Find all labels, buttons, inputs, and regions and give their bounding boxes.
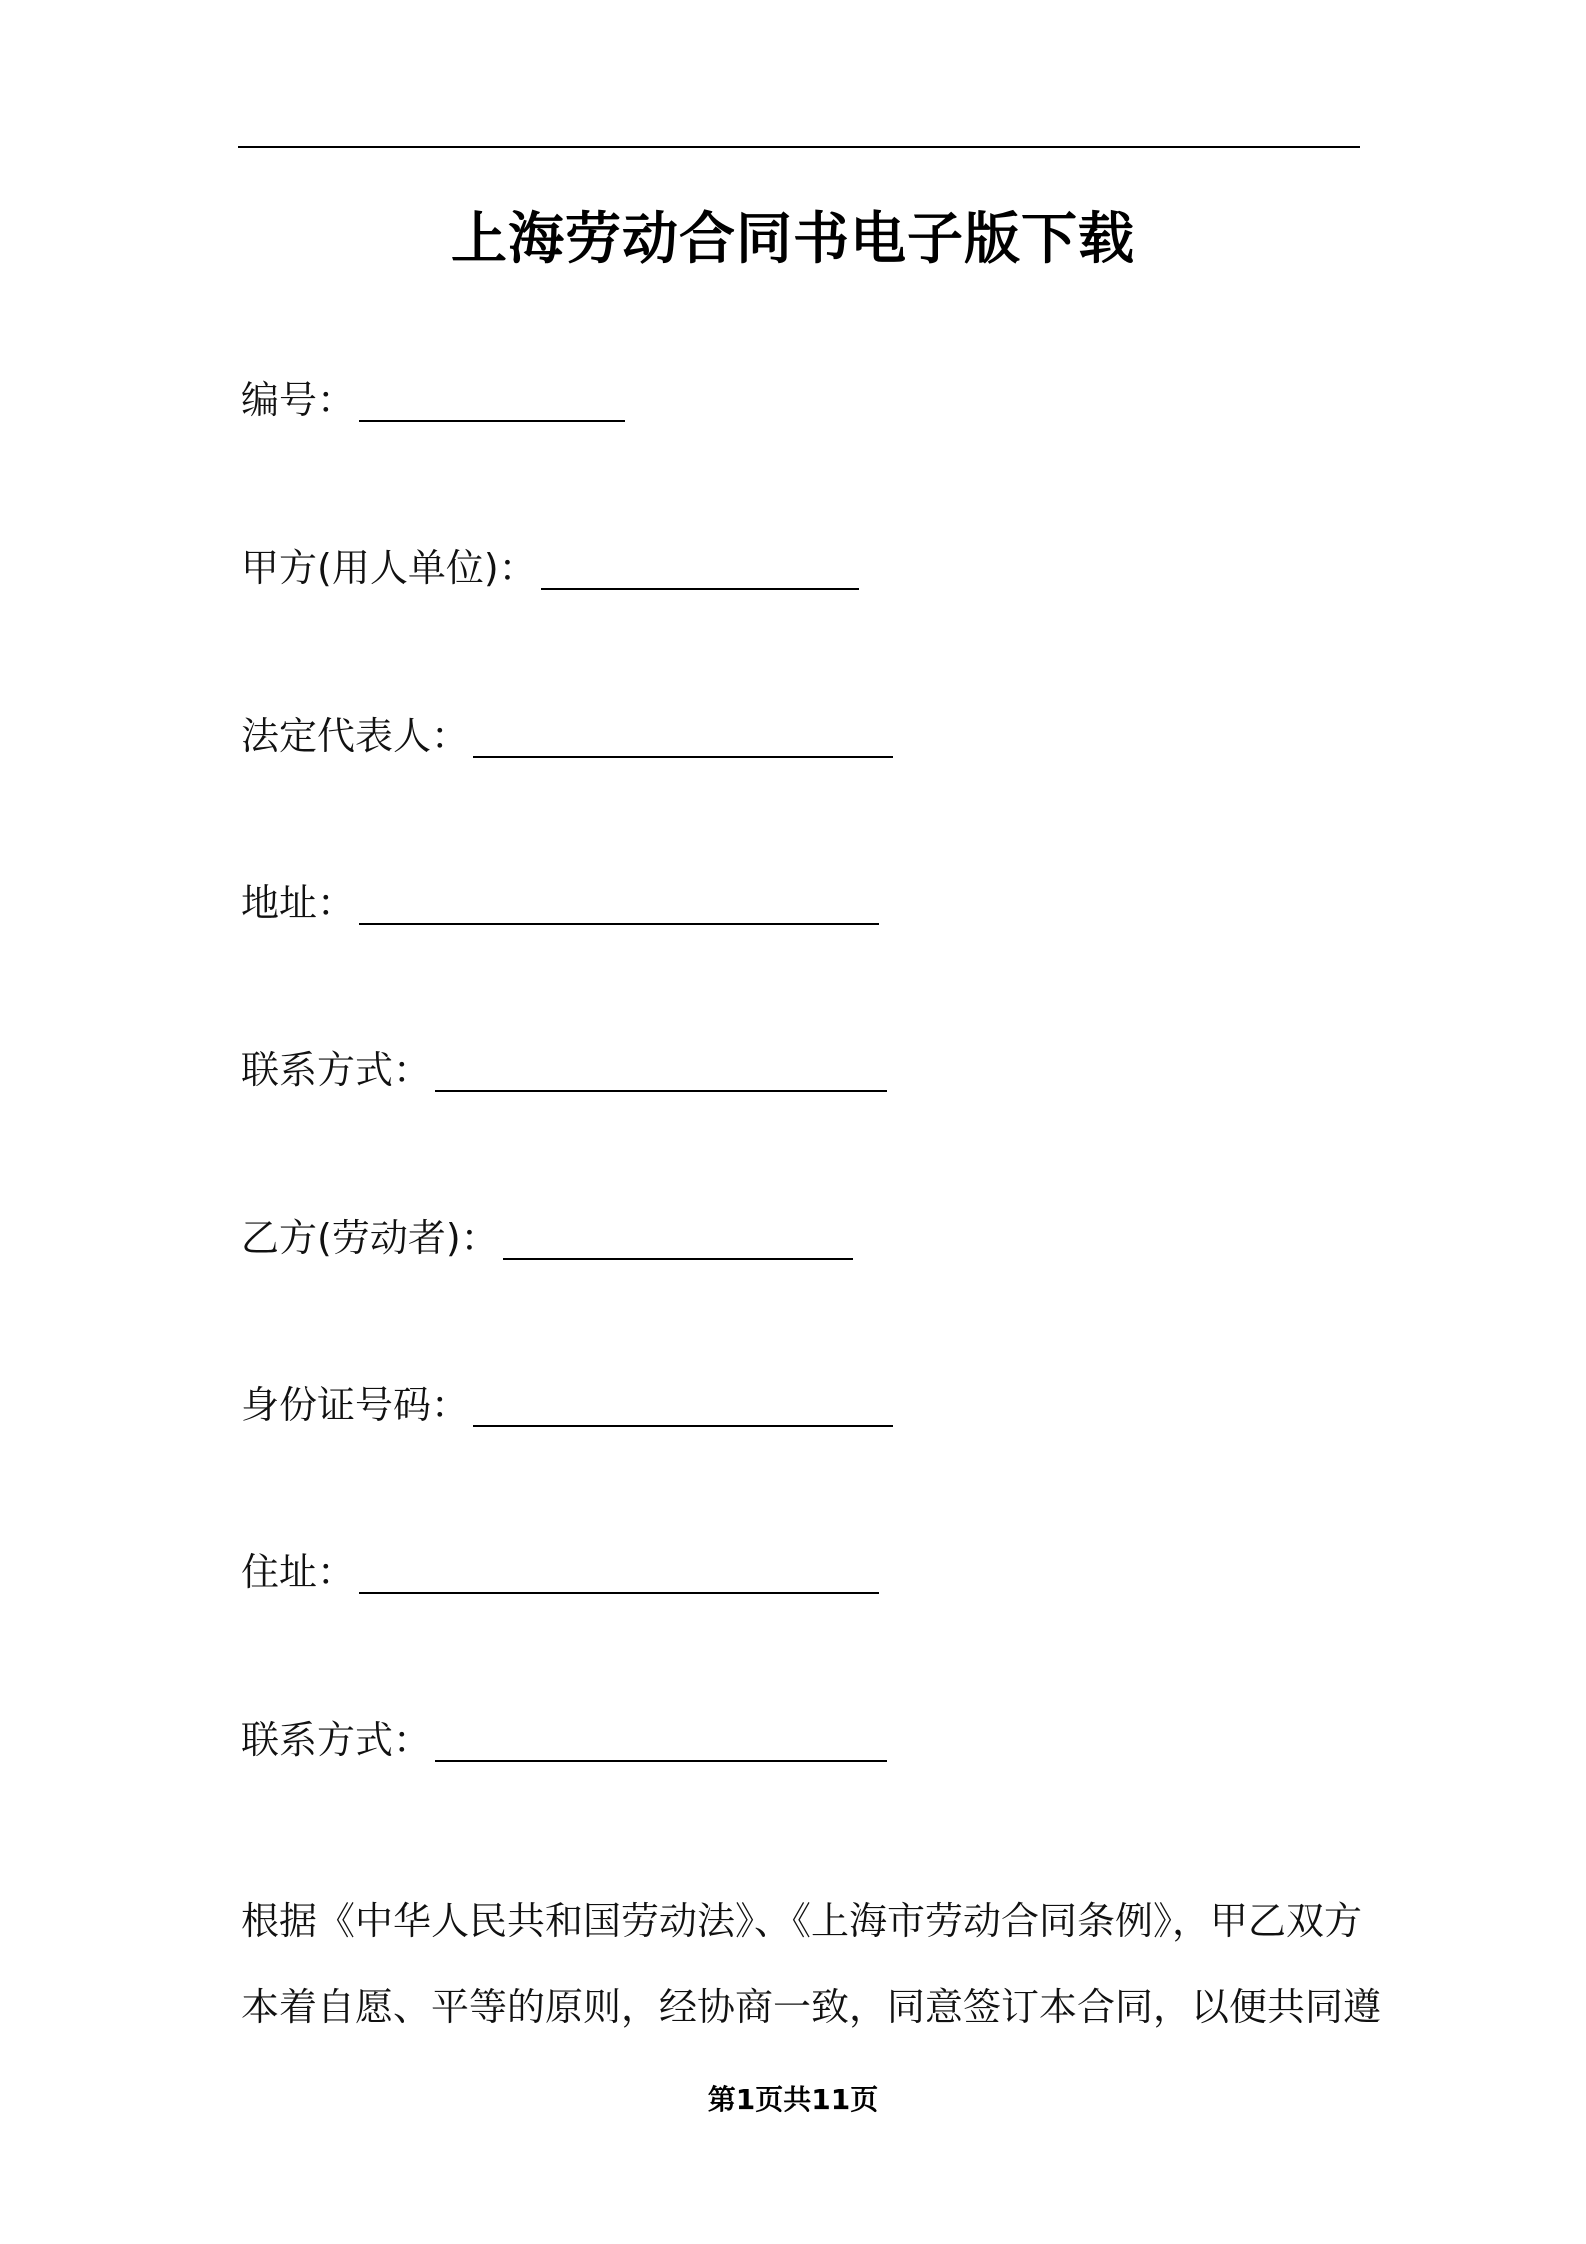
document-title: 上海劳动合同书电子版下载 xyxy=(451,207,1135,272)
field-blank-id-number[interactable] xyxy=(473,1425,893,1427)
field-address xyxy=(241,873,879,933)
contract-preamble xyxy=(241,1878,1382,2050)
body-line: 根据《中华人民共和国劳动法》、《上海市劳动合同条例》，甲乙双方 xyxy=(241,1899,1363,1943)
field-legal-representative xyxy=(241,706,893,766)
field-blank-contact-party-b[interactable] xyxy=(435,1760,887,1762)
field-blank-party-a[interactable] xyxy=(541,588,859,590)
field-blank-party-b[interactable] xyxy=(503,1258,853,1260)
field-party-b xyxy=(241,1208,853,1268)
field-id-number xyxy=(241,1375,893,1435)
header-rule xyxy=(238,146,1360,148)
field-blank-address[interactable] xyxy=(359,923,879,925)
field-blank-legal-representative[interactable] xyxy=(473,756,893,758)
field-residence xyxy=(241,1542,879,1602)
field-label-id-number: 身份证号码： xyxy=(241,1383,470,1427)
field-blank-residence[interactable] xyxy=(359,1592,879,1594)
field-label-address: 地址： xyxy=(241,881,356,925)
field-label-party-a: 甲方(用人单位)： xyxy=(241,546,537,590)
field-label-contact-party-a: 联系方式： xyxy=(241,1048,432,1092)
field-label-legal-representative: 法定代表人： xyxy=(241,714,470,758)
field-label-number: 编号： xyxy=(241,378,356,422)
field-contact-party-a xyxy=(241,1040,887,1100)
field-blank-contact-party-a[interactable] xyxy=(435,1090,887,1092)
field-label-party-b: 乙方(劳动者)： xyxy=(241,1216,499,1260)
body-line: 本着自愿、平等的原则，经协商一致，同意签订本合同，以便共同遵 xyxy=(241,1985,1382,2029)
field-contact-party-b xyxy=(241,1710,887,1770)
field-number xyxy=(241,370,625,430)
field-party-a xyxy=(241,538,859,598)
field-label-residence: 住址： xyxy=(241,1550,356,1594)
page-indicator: 第1页共11页 xyxy=(707,2083,879,2116)
field-blank-number[interactable] xyxy=(359,420,625,422)
field-label-contact-party-b: 联系方式： xyxy=(241,1718,432,1762)
